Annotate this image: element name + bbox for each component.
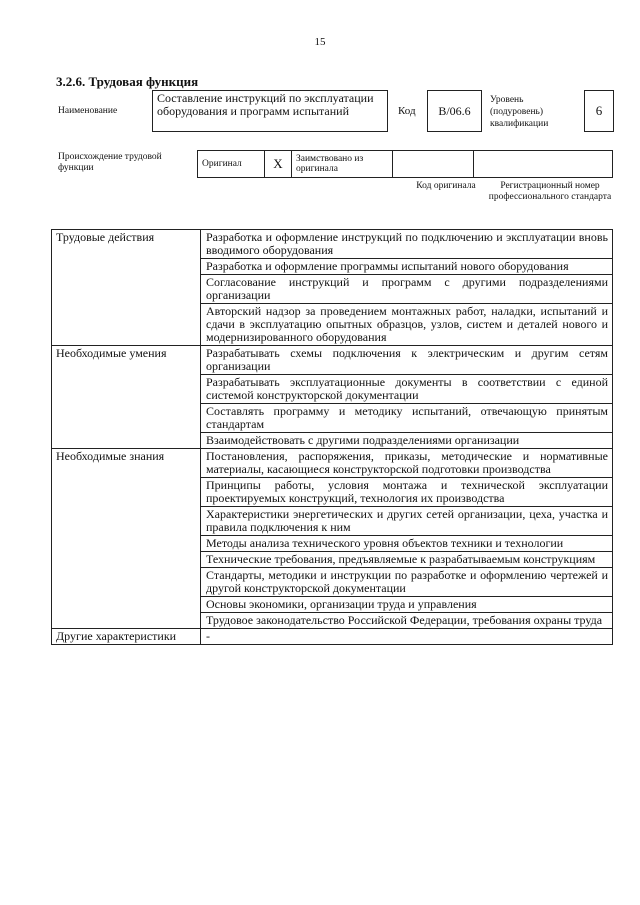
origin-code-caption: Код оригинала <box>416 181 476 191</box>
item-cell: Авторский надзор за проведением монтажных работ, наладки, испытаний и сдачи в эксплуатацию опытных образцов, узлов, систем и деталей нового и модернизированного оборудования <box>201 304 613 346</box>
category-cell: Необходимые умения <box>52 346 201 449</box>
item-cell: Согласование инструкций и программ с другими подразделениями организации <box>201 275 613 304</box>
section-title: 3.2.6. Трудовая функция <box>56 74 199 89</box>
function-name-field: Составление инструкций по эксплуатации оборудования и программ испытаний <box>152 90 388 132</box>
name-label: Наименование <box>58 106 118 116</box>
code-label: Код <box>398 105 416 117</box>
item-cell: Разрабатывать эксплуатационные документы в соответствии с единой системой конструкторской документации <box>201 375 613 404</box>
item-cell: Разработка и оформление программы испытаний нового оборудования <box>201 259 613 275</box>
item-cell: Разрабатывать схемы подключения к электрическим и другим сетям организации <box>201 346 613 375</box>
item-cell: Трудовое законодательство Российской Федерации, требования охраны труда <box>201 613 613 629</box>
origin-borrowed-cell: Заимствовано из оригинала <box>292 151 393 178</box>
item-cell: Характеристики энергетических и других сетей организации, цеха, участка и правила подключения к ним <box>201 507 613 536</box>
table-row <box>52 449 613 478</box>
table-row <box>52 230 613 259</box>
origin-reg-cell <box>474 151 613 178</box>
table-row <box>52 346 613 375</box>
origin-table <box>197 150 613 178</box>
table-row <box>52 629 613 645</box>
code-field: B/06.6 <box>427 90 482 132</box>
level-field: 6 <box>584 90 614 132</box>
item-cell: Принципы работы, условия монтажа и технической эксплуатации проектируемых конструкций, технология их производства <box>201 478 613 507</box>
item-cell: Взаимодействовать с другими подразделениями организации <box>201 433 613 449</box>
item-cell: Постановления, распоряжения, приказы, методические и нормативные материалы, касающиеся конструкторской подготовки производства <box>201 449 613 478</box>
category-cell: Необходимые знания <box>52 449 201 629</box>
page-number: 15 <box>314 36 326 48</box>
category-cell: Другие характеристики <box>52 629 201 645</box>
item-cell: Технические требования, предъявляемые к разрабатываемым конструкциям <box>201 552 613 568</box>
competency-table <box>51 229 613 645</box>
level-label-line2: (подуровень) <box>490 107 544 117</box>
item-cell: Разработка и оформление инструкций по подключению и эксплуатации вновь вводимого оборудования <box>201 230 613 259</box>
origin-reg-caption: Регистрационный номер профессионального стандарта <box>488 181 612 202</box>
origin-mark-cell: X <box>265 151 292 178</box>
item-cell: - <box>201 629 613 645</box>
item-cell: Стандарты, методики и инструкции по разработке и оформлению чертежей и другой конструкторской документации <box>201 568 613 597</box>
item-cell: Основы экономики, организации труда и управления <box>201 597 613 613</box>
origin-code-cell <box>393 151 474 178</box>
origin-original-cell: Оригинал <box>198 151 265 178</box>
category-cell: Трудовые действия <box>52 230 201 346</box>
item-cell: Методы анализа технического уровня объектов техники и технологии <box>201 536 613 552</box>
level-label-line1: Уровень <box>490 95 524 105</box>
level-label-line3: квалификации <box>490 119 549 129</box>
item-cell: Составлять программу и методику испытаний, отвечающую принятым стандартам <box>201 404 613 433</box>
origin-label: Происхождение трудовой функции <box>58 152 162 173</box>
